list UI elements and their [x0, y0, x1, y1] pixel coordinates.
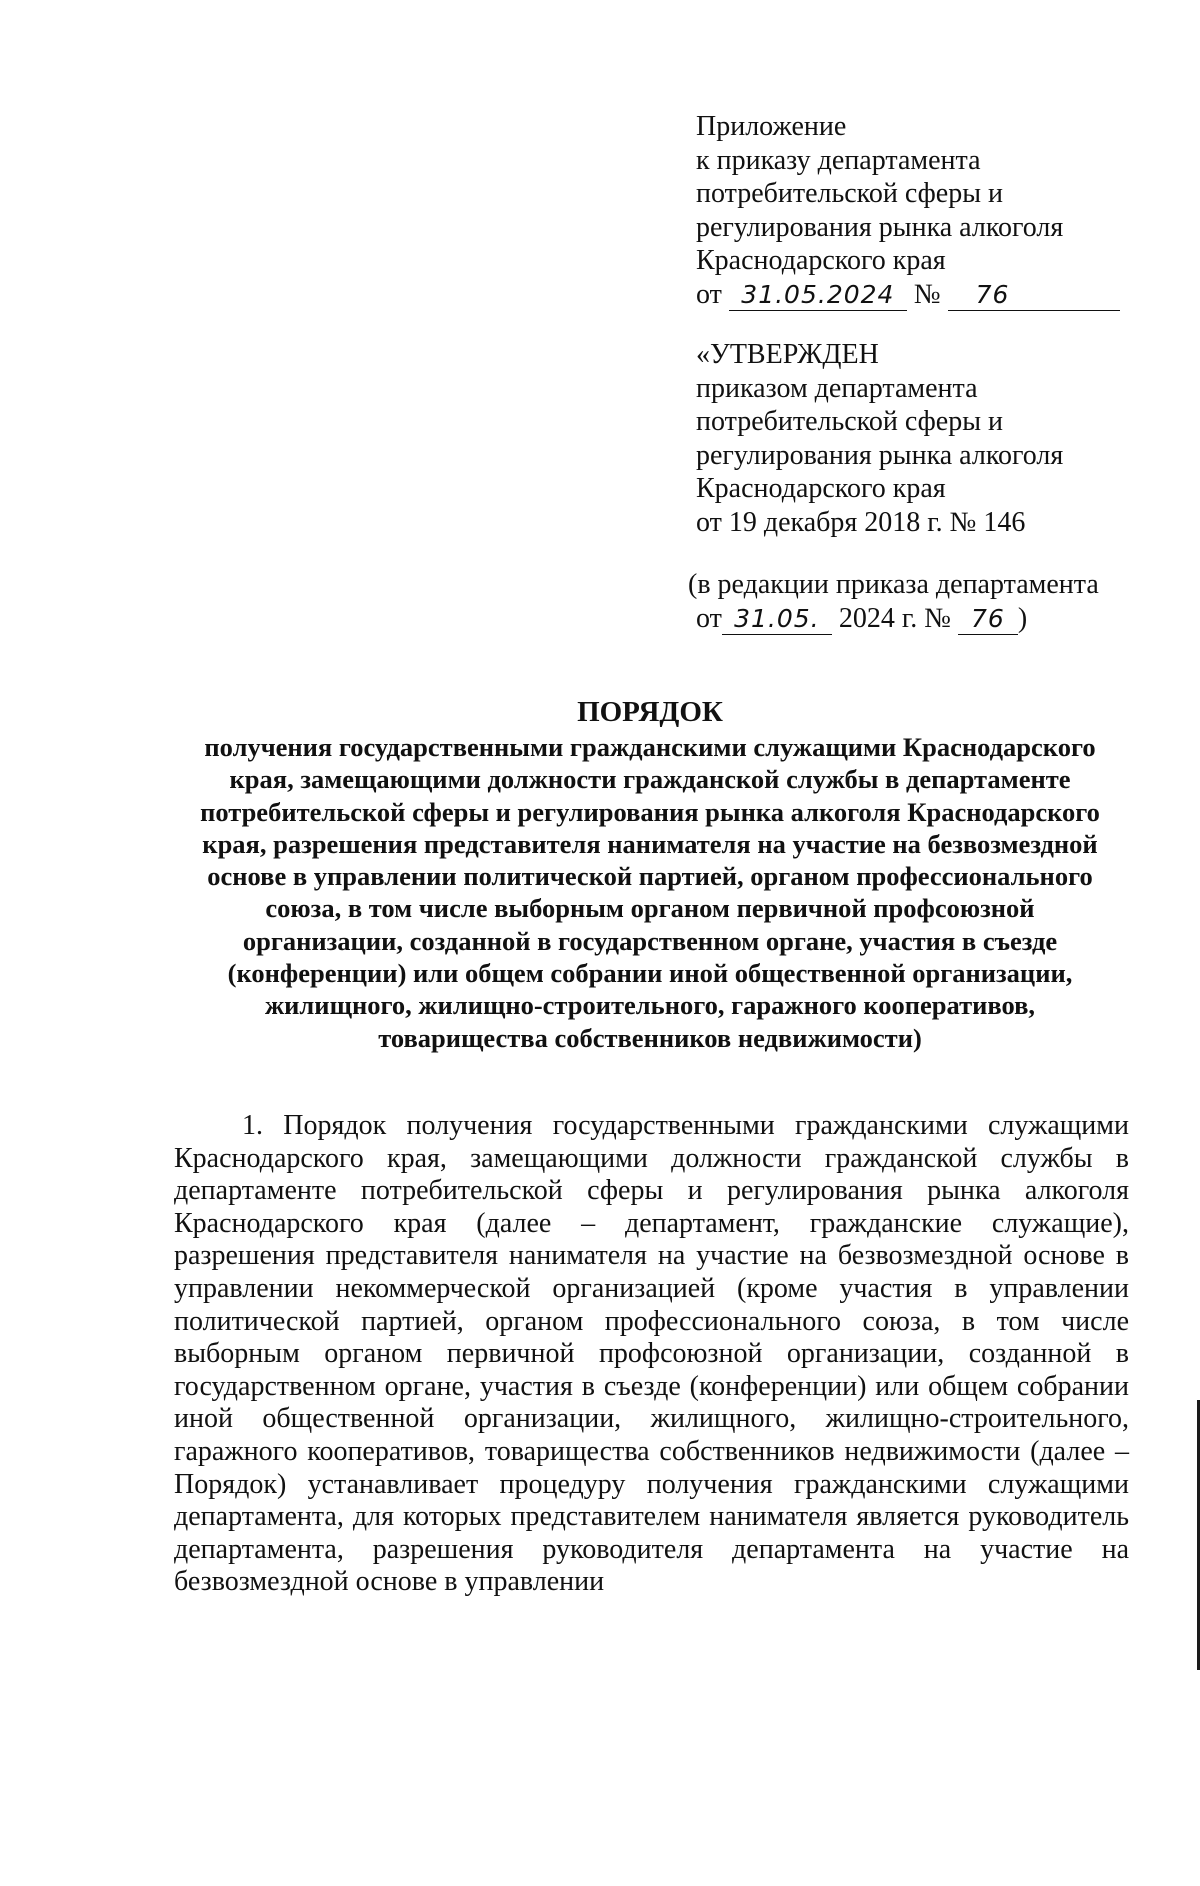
- revision-line-1: (в редакции приказа департамента: [688, 569, 1099, 600]
- subtitle-line-10: товарищества собственников недвижимости): [378, 1022, 922, 1053]
- subtitle-line-5: основе в управлении политической партией, органом профессионального: [207, 861, 1093, 892]
- attachment-line-3: потребительской сферы и: [696, 178, 1003, 209]
- attachment-number-handwritten: 76: [948, 280, 1120, 311]
- revision-closing: ): [1017, 602, 1028, 634]
- subtitle-line-4: края, разрешения представителя нанимателя на участие на безвозмездной: [202, 828, 1098, 859]
- approved-line-6: от 19 декабря 2018 г. № 146: [696, 506, 1026, 538]
- attachment-line-1: Приложение: [696, 111, 847, 142]
- attachment-date-handwritten: 31.05.2024: [729, 280, 907, 311]
- attachment-date-prefix: от: [696, 278, 722, 310]
- attachment-number-sign: №: [913, 278, 941, 310]
- subtitle-line-1: получения государственными гражданскими служащими Краснодарского: [204, 732, 1096, 762]
- subtitle-line-7: организации, созданной в государственном органе, участия в съезде: [242, 925, 1058, 956]
- approved-block: [696, 338, 1116, 539]
- subtitle-line-6: союза, в том числе выборным органом первичной профсоюзной: [265, 893, 1035, 924]
- revision-date-handwritten: 31.05.: [722, 604, 832, 635]
- revision-year-text: 2024 г. №: [838, 602, 951, 634]
- approved-line-3: потребительской сферы и: [696, 406, 1003, 437]
- subtitle-line-8: (конференции) или общем собрании иной общественной организации,: [227, 958, 1073, 989]
- attachment-line-4: регулирования рынка алкоголя: [696, 211, 1064, 243]
- subtitle-line-3: потребительской сферы и регулирования рынка алкоголя Краснодарского: [200, 796, 1100, 827]
- approved-line-4: регулирования рынка алкоголя: [696, 439, 1064, 471]
- approved-line-1: «УТВЕРЖДЕН: [696, 339, 879, 370]
- attachment-block: [696, 110, 1116, 311]
- attachment-date-line: [696, 278, 1116, 312]
- title-subtitle: [170, 731, 1130, 1054]
- subtitle-line-9: жилищного, жилищно-строительного, гаражного кооперативов,: [264, 990, 1036, 1021]
- attachment-line-2: к приказу департамента: [696, 144, 981, 176]
- revision-date-prefix: от: [696, 602, 722, 634]
- title-heading: ПОРЯДОК: [577, 696, 723, 728]
- revision-number-handwritten: 76: [958, 604, 1018, 635]
- subtitle-line-2: края, замещающими должности гражданской службы в департаменте: [229, 764, 1071, 795]
- approved-line-5: Краснодарского края: [696, 473, 946, 504]
- revision-block: [688, 568, 1128, 635]
- body-paragraph-1: 1. Порядок получения государственными гражданскими служащими Краснодарского края, замещающими должности гражданской службы в департаменте потребительской сферы и регулирования рынка алкоголя Краснодарского края (далее – департамент, гражданские служащие), разрешения представителя нанимателя на участие на безвозмездной основе в управлении некоммерческой организацией (кроме участия в управлении политической партией, органом профессионального союза, в том числе выборным органом первичной профсоюзной организации, созданной в государственном органе, участия в съезде (конференции) или общем собрании иной общественной организации, жилищного, жилищно-строительного, гаражного кооперативов, товарищества собственников недвижимости (далее – Порядок) устанавливает процедуру получения гражданскими служащими департамента, для которых представителем нанимателя является руководитель департамента, разрешения руководителя департамента на участие на безвозмездной основе в управлении: [174, 1110, 1129, 1598]
- revision-date-line: [688, 602, 1128, 636]
- document-title: [170, 695, 1130, 1054]
- approved-line-2: приказом департамента: [696, 372, 978, 404]
- attachment-line-5: Краснодарского края: [696, 245, 946, 276]
